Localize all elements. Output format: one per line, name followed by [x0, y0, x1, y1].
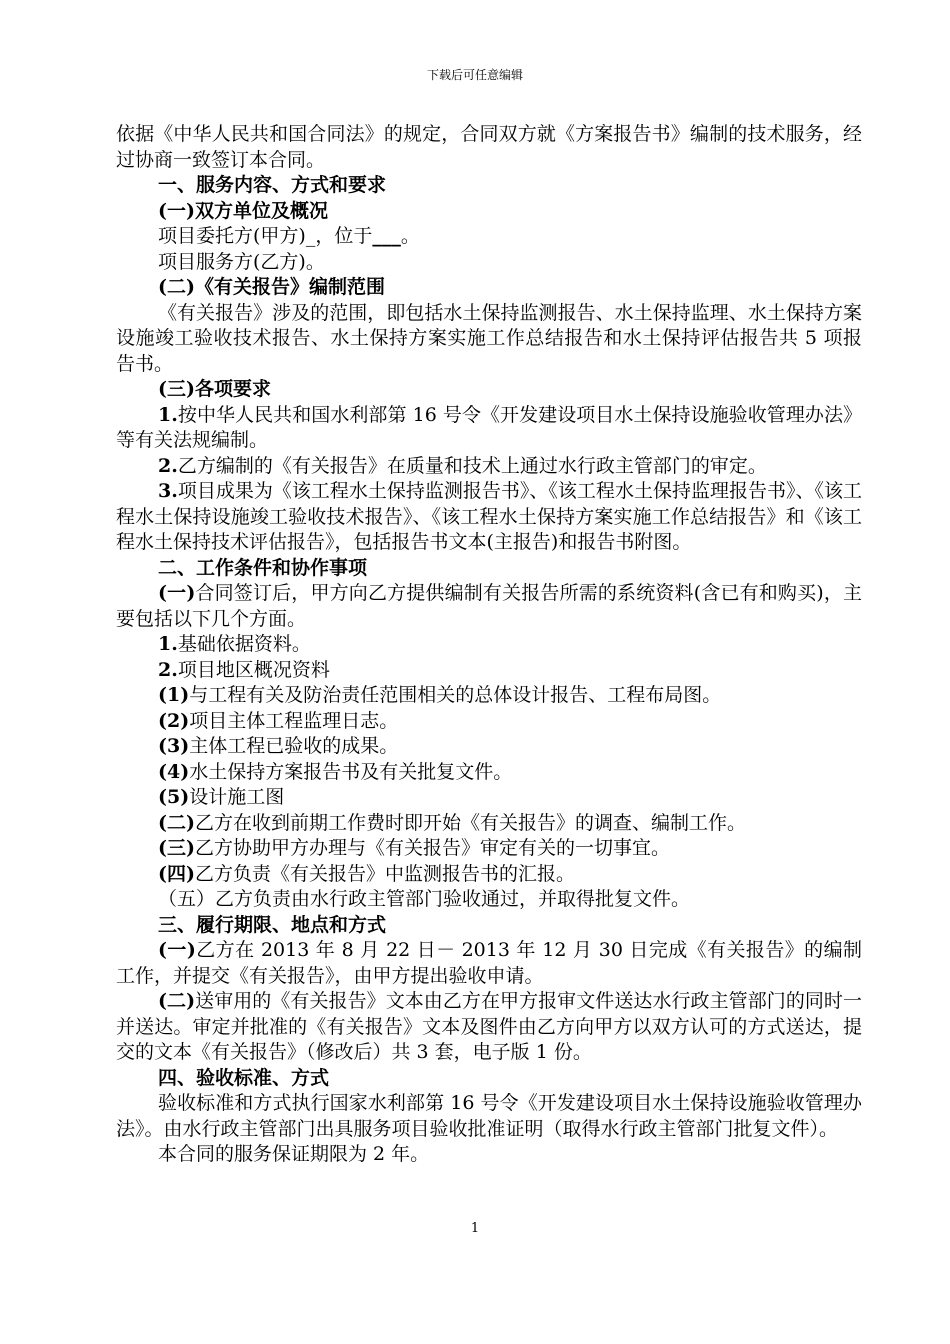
material-subitem-4-number: (4)	[158, 760, 190, 783]
section-3-item-2-number: (二)	[158, 990, 196, 1012]
section-3-heading: 三、履行期限、地点和方式	[158, 913, 387, 936]
requirement-2-text: 乙方编制的《有关报告》在质量和技术上通过水行政主管部门的审定。	[177, 454, 767, 477]
material-item-2-number: 2.	[158, 658, 178, 681]
material-subitem-5	[116, 785, 862, 811]
requirement-3-text: 项目成果为《该工程水土保持监测报告书》、《该工程水土保持监理报告书》、《该工程水土保持设施竣工验收技术报告》、《该工程水土保持方案实施工作总结报告》和《该工程水土保持技术评估报告》，包括报告书文本(主报告)和报告书附图。	[116, 480, 862, 553]
material-subitem-4	[116, 760, 862, 786]
document-body	[116, 122, 862, 1168]
section-3-item-2-text: 送审用的《有关报告》文本由乙方在甲方报审文件送达水行政主管部门的同时一并送达。审定并批准的《有关报告》文本及图件由乙方向甲方以双方认可的方式送达，提交的文本《有关报告》（修改后）共 3 套，电子版 1 份。	[116, 990, 862, 1063]
requirement-1-text: 按中华人民共和国水利部第 16 号令《开发建设项目水土保持设施验收管理办法》等有关法规编制。	[116, 403, 862, 451]
client-name-blank: _	[305, 225, 316, 247]
section-4-paragraph-2: 本合同的服务保证期限为 2 年。	[158, 1143, 430, 1165]
subsection-1-3-heading: (三)各项要求	[158, 378, 271, 400]
scope-paragraph: 《有关报告》涉及的范围，即包括水土保持监测报告、水土保持监理、水土保持方案设施竣工验收技术报告、水土保持方案实施工作总结报告和水土保持评估报告共 5 项报告书。	[116, 301, 862, 375]
section-3-item-1-text: 乙方在 2013 年 8 月 22 日－ 2013 年 12 月 30 日完成《有关报告》的编制工作，并提交《有关报告》，由甲方提出验收申请。	[116, 939, 862, 987]
service-provider-line: 项目服务方(乙方)。	[158, 250, 325, 273]
section-3-item-2	[116, 989, 862, 1066]
material-item-2	[116, 658, 862, 684]
subsection-1-1-heading: (一)双方单位及概况	[158, 199, 328, 222]
section-3-item-1-number: (一)	[158, 939, 196, 961]
section-2-item-2-number: (二)	[158, 811, 195, 834]
section-2-item-3	[116, 836, 862, 862]
material-subitem-2	[116, 709, 862, 735]
material-subitem-4-text: 水土保持方案报告书及有关批复文件。	[189, 760, 513, 783]
section-2-item-4	[116, 862, 862, 888]
client-location-label: ，位于	[315, 225, 373, 247]
material-subitem-5-number: (5)	[158, 786, 190, 808]
material-subitem-1-number: (1)	[158, 684, 190, 706]
requirement-3-number: 3.	[158, 480, 178, 502]
client-line	[116, 224, 862, 250]
section-3-item-1	[116, 938, 862, 989]
section-1-heading: 一、服务内容、方式和要求	[158, 174, 387, 196]
section-2-item-3-number: (三)	[158, 837, 195, 859]
requirement-3	[116, 479, 862, 556]
material-subitem-3	[116, 734, 862, 760]
section-2-item-2-text: 乙方在收到前期工作费时即开始《有关报告》的调查、编制工作。	[194, 811, 746, 834]
material-item-1	[116, 632, 862, 658]
section-2-item-1-text: 合同签订后，甲方向乙方提供编制有关报告所需的系统资料(含已有和购买)，主要包括以下几个方面。	[116, 582, 863, 630]
section-4-heading: 四、验收标准、方式	[158, 1066, 330, 1089]
material-subitem-5-text: 设计施工图	[189, 786, 285, 808]
section-2-item-2	[116, 811, 862, 837]
material-item-1-number: 1.	[158, 633, 178, 655]
subsection-1-2-heading: (二)《有关报告》编制范围	[158, 276, 385, 298]
section-2-item-4-number: (四)	[158, 862, 195, 885]
material-item-2-text: 项目地区概况资料	[177, 658, 330, 681]
material-subitem-1-text: 与工程有关及防治责任范围相关的总体设计报告、工程布局图。	[189, 684, 722, 706]
requirement-2	[116, 454, 862, 480]
section-4-paragraph-1: 验收标准和方式执行国家水利部第 16 号令《开发建设项目水土保持设施验收管理办法》。由水行政主管部门出具服务项目验收批准证明（取得水行政主管部门批复文件）。	[116, 1092, 862, 1140]
section-2-item-4-text: 乙方负责《有关报告》中监测报告书的汇报。	[194, 862, 575, 885]
section-2-item-3-text: 乙方协助甲方办理与《有关报告》审定有关的一切事宜。	[194, 837, 670, 859]
material-subitem-2-text: 项目主体工程监理日志。	[189, 709, 399, 732]
intro-paragraph: 依据《中华人民共和国合同法》的规定，合同双方就《方案报告书》编制的技术服务，经过协商一致签订本合同。	[116, 123, 862, 171]
section-2-item-1	[116, 581, 862, 632]
section-2-heading: 二、工作条件和协作事项	[158, 556, 368, 579]
requirement-1-number: 1.	[158, 403, 178, 426]
material-subitem-3-number: (3)	[158, 735, 190, 757]
page-number: 1	[470, 1221, 480, 1236]
requirement-2-number: 2.	[158, 454, 178, 477]
page-header: 下载后可任意编辑	[426, 68, 523, 82]
section-2-item-5: （五）乙方负责由水行政主管部门验收通过，并取得批复文件。	[158, 888, 691, 910]
client-location-blank: ___	[372, 225, 401, 247]
requirement-1	[116, 403, 862, 454]
client-line-end: 。	[400, 225, 420, 247]
section-2-item-1-number: (一)	[158, 582, 196, 604]
material-item-1-text: 基础依据资料。	[177, 633, 311, 655]
material-subitem-3-text: 主体工程已验收的成果。	[189, 735, 399, 757]
client-label: 项目委托方(甲方)	[158, 225, 306, 247]
material-subitem-1	[116, 683, 862, 709]
material-subitem-2-number: (2)	[158, 709, 190, 732]
